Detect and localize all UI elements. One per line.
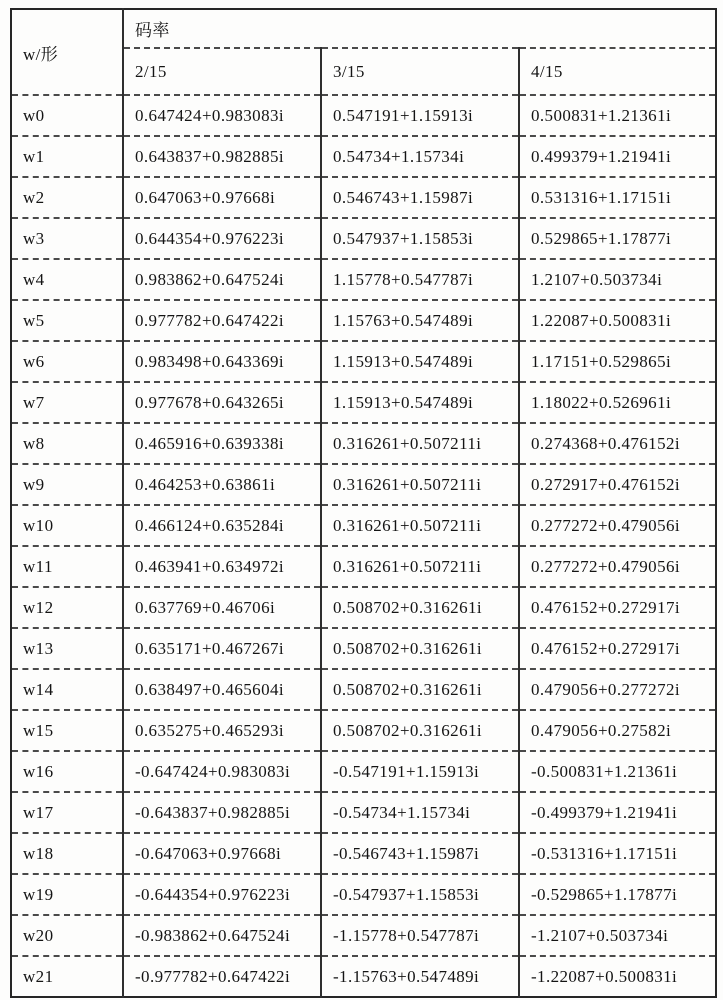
row-label: w5 [11, 300, 123, 341]
cell-value: -0.977782+0.647422i [123, 956, 321, 997]
table-row [11, 423, 716, 464]
cell-value: 0.272917+0.476152i [519, 464, 716, 505]
cell-value: 0.54734+1.15734i [321, 136, 519, 177]
cell-value: 0.547937+1.15853i [321, 218, 519, 259]
cell-value: 0.500831+1.21361i [519, 95, 716, 136]
cell-value: 0.508702+0.316261i [321, 710, 519, 751]
cell-value: 0.647424+0.983083i [123, 95, 321, 136]
cell-value: 0.531316+1.17151i [519, 177, 716, 218]
cell-value: 0.637769+0.46706i [123, 587, 321, 628]
table-header-group-row [11, 9, 716, 48]
cell-value: 0.546743+1.15987i [321, 177, 519, 218]
row-label: w13 [11, 628, 123, 669]
table-row [11, 956, 716, 997]
cell-value: -0.983862+0.647524i [123, 915, 321, 956]
cell-value: -0.643837+0.982885i [123, 792, 321, 833]
cell-value: -0.500831+1.21361i [519, 751, 716, 792]
table-row [11, 341, 716, 382]
cell-value: 0.464253+0.63861i [123, 464, 321, 505]
cell-value: 0.508702+0.316261i [321, 587, 519, 628]
cell-value: -1.15778+0.547787i [321, 915, 519, 956]
cell-value: -0.647063+0.97668i [123, 833, 321, 874]
table-row [11, 546, 716, 587]
cell-value: 0.277272+0.479056i [519, 505, 716, 546]
cell-value: -0.547937+1.15853i [321, 874, 519, 915]
row-label: w11 [11, 546, 123, 587]
row-label: w9 [11, 464, 123, 505]
table-row [11, 792, 716, 833]
cell-value: 1.15913+0.547489i [321, 382, 519, 423]
cell-value: 0.476152+0.272917i [519, 628, 716, 669]
cell-value: 1.15763+0.547489i [321, 300, 519, 341]
cell-value: 0.277272+0.479056i [519, 546, 716, 587]
cell-value: 0.977678+0.643265i [123, 382, 321, 423]
cell-value: 0.638497+0.465604i [123, 669, 321, 710]
corner-header-cell: w/形 [11, 9, 123, 95]
code-rate-table [10, 8, 717, 998]
cell-value: -0.529865+1.17877i [519, 874, 716, 915]
row-label: w10 [11, 505, 123, 546]
cell-value: -0.547191+1.15913i [321, 751, 519, 792]
cell-value: 0.643837+0.982885i [123, 136, 321, 177]
table-row [11, 95, 716, 136]
row-label: w16 [11, 751, 123, 792]
cell-value: 0.647063+0.97668i [123, 177, 321, 218]
row-label: w1 [11, 136, 123, 177]
table-row [11, 177, 716, 218]
cell-value: 1.15778+0.547787i [321, 259, 519, 300]
cell-value: -0.644354+0.976223i [123, 874, 321, 915]
table-row [11, 874, 716, 915]
table-row [11, 259, 716, 300]
row-label: w18 [11, 833, 123, 874]
cell-value: 0.466124+0.635284i [123, 505, 321, 546]
table-row [11, 464, 716, 505]
table-row [11, 751, 716, 792]
cell-value: 0.479056+0.277272i [519, 669, 716, 710]
table-row [11, 915, 716, 956]
cell-value: -1.15763+0.547489i [321, 956, 519, 997]
table-row [11, 669, 716, 710]
cell-value: 0.274368+0.476152i [519, 423, 716, 464]
column-header-3-15: 3/15 [321, 48, 519, 95]
column-header-2-15: 2/15 [123, 48, 321, 95]
row-label: w12 [11, 587, 123, 628]
cell-value: 0.465916+0.639338i [123, 423, 321, 464]
row-label: w2 [11, 177, 123, 218]
cell-value: 0.635171+0.467267i [123, 628, 321, 669]
cell-value: 0.476152+0.272917i [519, 587, 716, 628]
cell-value: 1.2107+0.503734i [519, 259, 716, 300]
table-row [11, 587, 716, 628]
row-label: w21 [11, 956, 123, 997]
cell-value: 0.479056+0.27582i [519, 710, 716, 751]
cell-value: 1.18022+0.526961i [519, 382, 716, 423]
cell-value: 0.508702+0.316261i [321, 669, 519, 710]
cell-value: 0.508702+0.316261i [321, 628, 519, 669]
group-header-cell: 码率 [123, 9, 716, 48]
cell-value: 0.983498+0.643369i [123, 341, 321, 382]
cell-value: 0.644354+0.976223i [123, 218, 321, 259]
cell-value: -0.647424+0.983083i [123, 751, 321, 792]
row-label: w7 [11, 382, 123, 423]
table-row [11, 710, 716, 751]
cell-value: 0.977782+0.647422i [123, 300, 321, 341]
row-label: w6 [11, 341, 123, 382]
cell-value: 0.316261+0.507211i [321, 505, 519, 546]
table-row [11, 505, 716, 546]
table-row [11, 382, 716, 423]
cell-value: 0.635275+0.465293i [123, 710, 321, 751]
cell-value: 0.529865+1.17877i [519, 218, 716, 259]
cell-value: -0.54734+1.15734i [321, 792, 519, 833]
cell-value: 0.983862+0.647524i [123, 259, 321, 300]
row-label: w15 [11, 710, 123, 751]
cell-value: -1.22087+0.500831i [519, 956, 716, 997]
row-label: w3 [11, 218, 123, 259]
cell-value: -1.2107+0.503734i [519, 915, 716, 956]
table-row [11, 833, 716, 874]
table-row [11, 136, 716, 177]
cell-value: 0.316261+0.507211i [321, 546, 519, 587]
cell-value: 0.463941+0.634972i [123, 546, 321, 587]
cell-value: 1.17151+0.529865i [519, 341, 716, 382]
cell-value: 0.316261+0.507211i [321, 423, 519, 464]
row-label: w17 [11, 792, 123, 833]
row-label: w4 [11, 259, 123, 300]
table-row [11, 218, 716, 259]
cell-value: -0.499379+1.21941i [519, 792, 716, 833]
table-row [11, 628, 716, 669]
table-row [11, 300, 716, 341]
row-label: w8 [11, 423, 123, 464]
cell-value: -0.546743+1.15987i [321, 833, 519, 874]
cell-value: 0.547191+1.15913i [321, 95, 519, 136]
row-label: w20 [11, 915, 123, 956]
cell-value: 0.316261+0.507211i [321, 464, 519, 505]
row-label: w19 [11, 874, 123, 915]
row-label: w0 [11, 95, 123, 136]
row-label: w14 [11, 669, 123, 710]
cell-value: 1.22087+0.500831i [519, 300, 716, 341]
cell-value: -0.531316+1.17151i [519, 833, 716, 874]
cell-value: 0.499379+1.21941i [519, 136, 716, 177]
column-header-4-15: 4/15 [519, 48, 716, 95]
cell-value: 1.15913+0.547489i [321, 341, 519, 382]
